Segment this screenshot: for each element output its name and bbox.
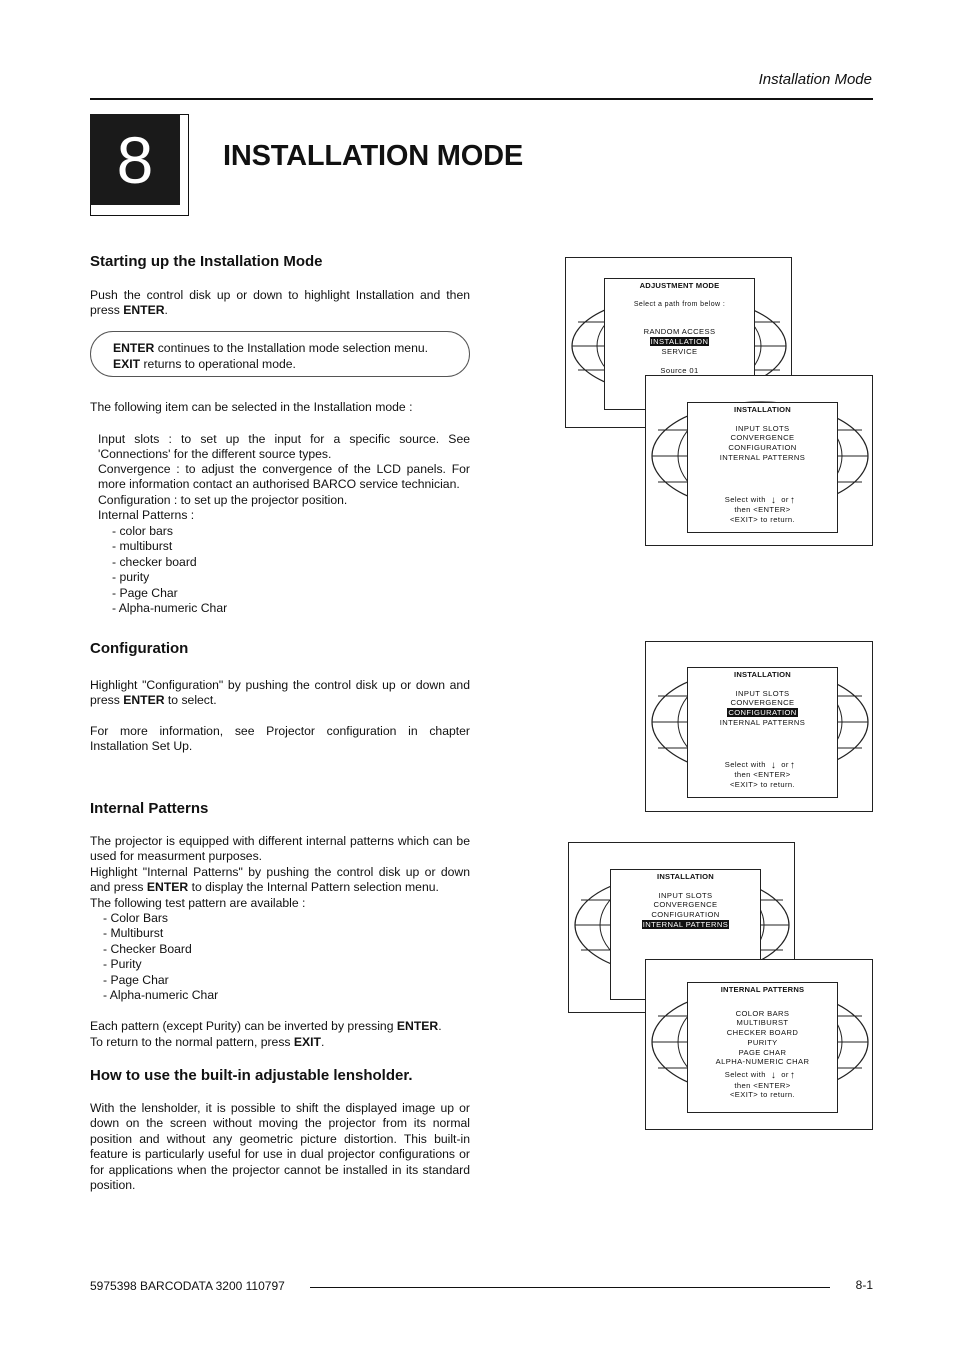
exit-hint: <EXIT> to return. bbox=[729, 1090, 796, 1100]
menu-title: INTERNAL PATTERNS bbox=[720, 985, 805, 994]
exit-hint: <EXIT> to return. bbox=[729, 514, 796, 524]
item-input-slots: Input slots : to set up the input for a specific source. See 'Connections' for the different source types. bbox=[98, 432, 470, 462]
arrow-up-icon: ↑ bbox=[789, 759, 796, 771]
list-item: - Page Char bbox=[103, 972, 169, 987]
menu-item-configuration[interactable]: CONFIGURATION bbox=[728, 443, 797, 453]
menu-item-input-slots[interactable]: INPUT SLOTS bbox=[735, 423, 790, 433]
installation-menu bbox=[687, 402, 838, 533]
menu-item-alpha-numeric-char[interactable]: ALPHA-NUMERIC CHAR bbox=[715, 1057, 810, 1067]
menu-item-convergence[interactable]: CONVERGENCE bbox=[730, 433, 795, 443]
list-item: - checker board bbox=[112, 554, 197, 569]
enter-hint: then <ENTER> bbox=[734, 770, 791, 780]
footer-rule bbox=[310, 1287, 830, 1288]
lensholder-paragraph: With the lensholder, it is possible to shift the displayed image up or down on the screen without moving the projector from its normal position and without any geometric picture distortion. This built-in feature is particularly useful for use in dual projector configurations or for applications when the projector cannot be installed in its standard position. bbox=[90, 1101, 470, 1193]
note-box: ENTER continues to the Installation mode selection menu. EXIT returns to operational mode. bbox=[90, 331, 470, 377]
source-label: Source 01 bbox=[660, 365, 699, 375]
item-internal-patterns: Internal Patterns : bbox=[98, 508, 195, 522]
list-item: - color bars bbox=[112, 524, 173, 538]
section-heading-configuration: Configuration bbox=[90, 640, 189, 657]
pattern-list-2 bbox=[103, 911, 218, 1003]
item-configuration: Configuration : to set up the projector position. bbox=[98, 493, 348, 507]
menu-title: INSTALLATION bbox=[734, 670, 791, 679]
chapter-number: 8 bbox=[90, 114, 180, 205]
item-convergence: Convergence : to adjust the convergence of the LCD panels. For more information contact an authorised BARCO service technician. bbox=[98, 462, 470, 492]
footer-doc-id: 5975398 BARCODATA 3200 110797 bbox=[90, 1279, 285, 1293]
menu-item-purity[interactable]: PURITY bbox=[747, 1037, 778, 1047]
menu-item-configuration[interactable]: CONFIGURATION bbox=[651, 910, 720, 920]
list-item: - Checker Board bbox=[103, 941, 192, 956]
list-item: - multiburst bbox=[112, 539, 173, 554]
configuration-paragraph-1: Highlight "Configuration" by pushing the control disk up or down and press ENTER to select. bbox=[90, 678, 470, 708]
items-lead: The following item can be selected in the Installation mode : bbox=[90, 400, 413, 414]
screen-internal-patterns bbox=[645, 959, 873, 1130]
patterns-paragraph-1: The projector is equipped with different internal patterns which can be used for measurment purposes. bbox=[90, 834, 470, 864]
patterns-paragraph-2: Highlight "Internal Patterns" by pushing the control disk up or down and press ENTER to display the Internal Pattern selection menu. bbox=[90, 865, 470, 895]
list-item: - purity bbox=[112, 570, 150, 585]
menu-item-random-access[interactable]: RANDOM ACCESS bbox=[643, 327, 716, 337]
list-item: - Multiburst bbox=[103, 926, 164, 941]
arrow-down-icon: ↓ bbox=[770, 759, 777, 771]
arrow-up-icon: ↑ bbox=[789, 494, 796, 506]
menu-title: ADJUSTMENT MODE bbox=[639, 281, 720, 290]
section-heading-startup: Starting up the Installation Mode bbox=[90, 253, 323, 270]
menu-item-internal-patterns[interactable]: INTERNAL PATTERNS bbox=[719, 452, 806, 462]
select-hint: Select with ↓ or↑ bbox=[724, 1069, 796, 1081]
arrow-down-icon: ↓ bbox=[770, 1069, 777, 1081]
menu-item-installation[interactable]: INSTALLATION bbox=[650, 337, 709, 347]
list-item: - Alpha-numeric Char bbox=[112, 601, 228, 616]
menu-title: INSTALLATION bbox=[734, 405, 791, 414]
menu-item-input-slots[interactable]: INPUT SLOTS bbox=[658, 890, 713, 900]
select-hint: Select with ↓ or↑ bbox=[724, 494, 796, 506]
section-heading-lensholder: How to use the built-in adjustable lensholder. bbox=[90, 1067, 413, 1084]
list-item: - Page Char bbox=[112, 585, 178, 600]
menu-item-input-slots[interactable]: INPUT SLOTS bbox=[735, 688, 790, 698]
list-item: - Purity bbox=[103, 957, 142, 972]
menu-item-service[interactable]: SERVICE bbox=[661, 346, 698, 356]
patterns-lead: The following test pattern are available : bbox=[90, 896, 306, 910]
enter-hint: then <ENTER> bbox=[734, 505, 791, 515]
menu-item-internal-patterns[interactable]: INTERNAL PATTERNS bbox=[642, 919, 729, 929]
menu-item-multiburst[interactable]: MULTIBURST bbox=[736, 1018, 789, 1028]
section-heading-internal-patterns: Internal Patterns bbox=[90, 800, 209, 817]
list-item: - Alpha-numeric Char bbox=[103, 988, 219, 1003]
menu-item-page-char[interactable]: PAGE CHAR bbox=[738, 1047, 787, 1057]
configuration-paragraph-2: For more information, see Projector configuration in chapter Installation Set Up. bbox=[90, 724, 470, 754]
return-paragraph: To return to the normal pattern, press EXIT. bbox=[90, 1035, 325, 1049]
page-number: 8-1 bbox=[855, 1278, 873, 1292]
menu-item-configuration[interactable]: CONFIGURATION bbox=[728, 708, 797, 718]
screen-installation bbox=[645, 375, 873, 546]
arrow-up-icon: ↑ bbox=[789, 1069, 796, 1081]
running-header: Installation Mode bbox=[758, 71, 872, 88]
select-hint: Select with ↓ or↑ bbox=[724, 759, 796, 771]
chapter-title: INSTALLATION MODE bbox=[223, 140, 523, 172]
startup-paragraph: Push the control disk up or down to highlight Installation and then press ENTER. bbox=[90, 288, 470, 318]
menu-item-checker-board[interactable]: CHECKER BOARD bbox=[726, 1028, 799, 1038]
pattern-list-1 bbox=[112, 524, 227, 616]
menu-item-convergence[interactable]: CONVERGENCE bbox=[730, 698, 795, 708]
screen-installation-configuration bbox=[645, 641, 873, 812]
arrow-down-icon: ↓ bbox=[770, 494, 777, 506]
header-rule bbox=[90, 98, 873, 100]
exit-hint: <EXIT> to return. bbox=[729, 779, 796, 789]
menu-item-internal-patterns[interactable]: INTERNAL PATTERNS bbox=[719, 717, 806, 727]
menu-item-convergence[interactable]: CONVERGENCE bbox=[653, 900, 718, 910]
internal-patterns-menu bbox=[687, 982, 838, 1113]
menu-prompt: Select a path from below : bbox=[633, 300, 726, 308]
installation-menu bbox=[687, 667, 838, 798]
enter-hint: then <ENTER> bbox=[734, 1080, 791, 1090]
menu-item-color-bars[interactable]: COLOR BARS bbox=[735, 1008, 790, 1018]
list-item: - Color Bars bbox=[103, 911, 169, 925]
menu-title: INSTALLATION bbox=[657, 872, 714, 881]
invert-paragraph: Each pattern (except Purity) can be inverted by pressing ENTER. bbox=[90, 1019, 442, 1033]
